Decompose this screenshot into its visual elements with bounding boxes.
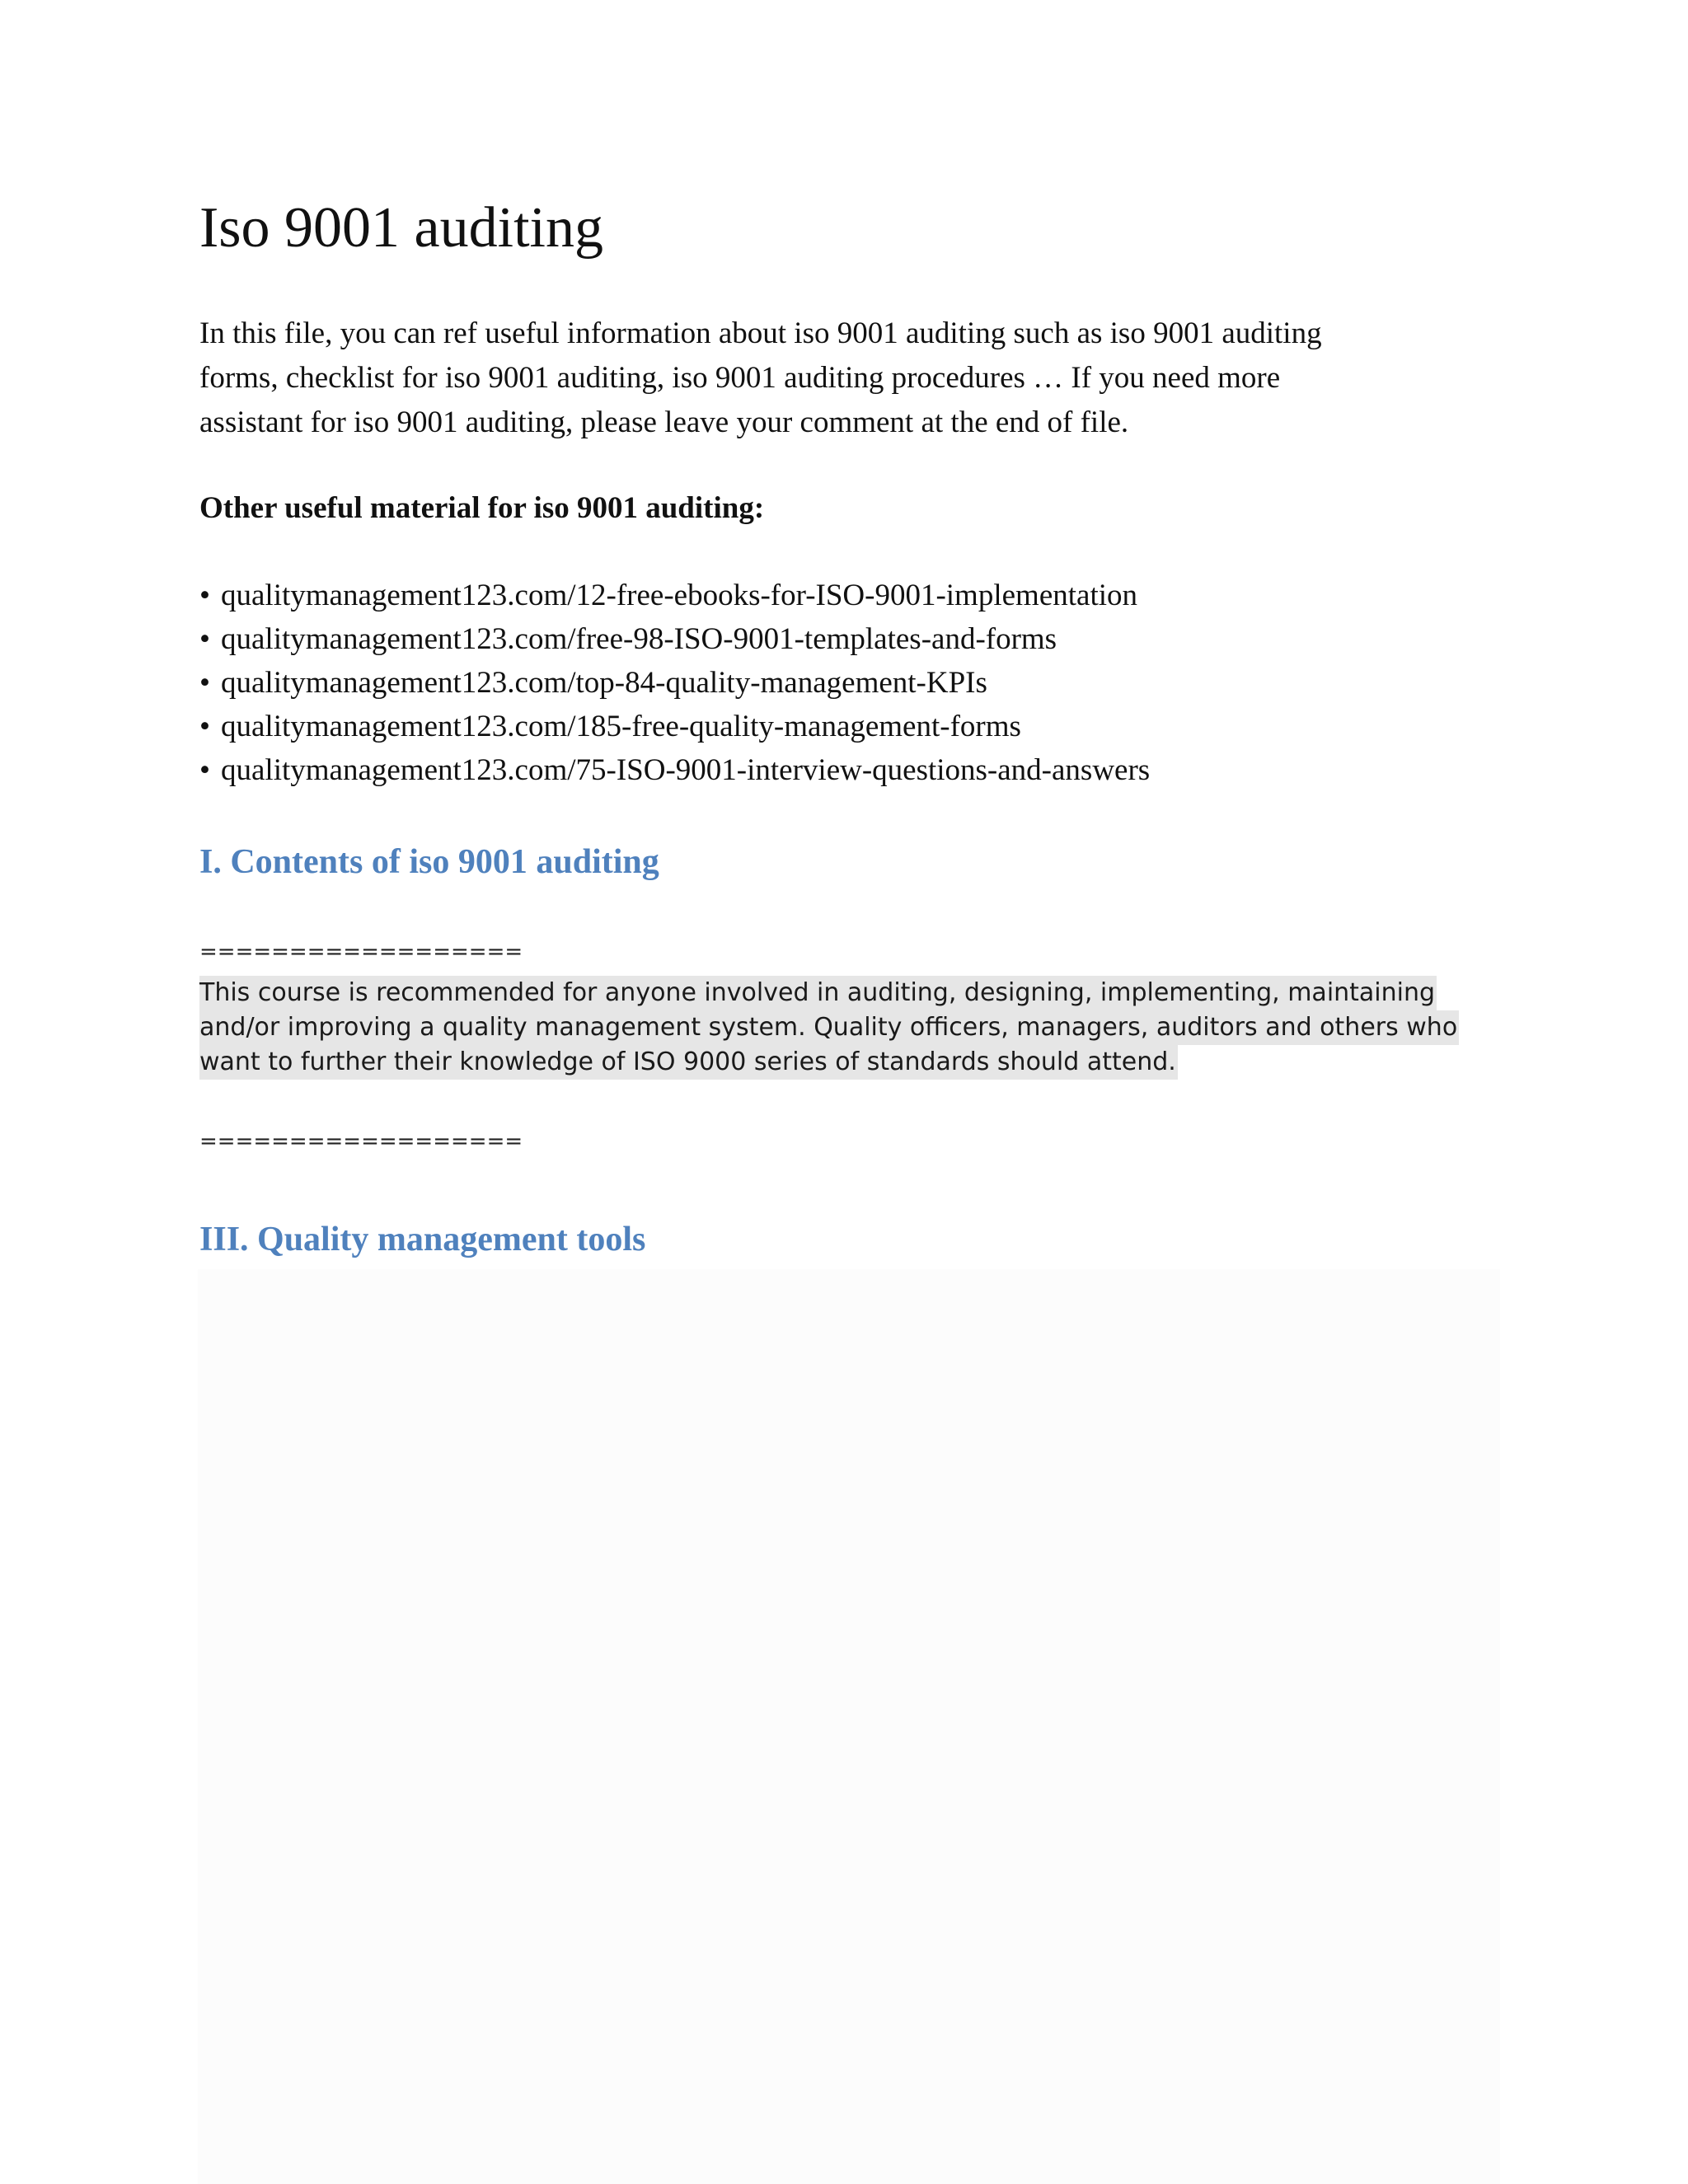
bullet-icon: • [199, 710, 210, 743]
material-link[interactable]: qualitymanagement123.com/185-free-quality-management-forms [221, 710, 1021, 743]
list-item [199, 574, 1150, 617]
section-heading-quality-tools: III. Quality management tools [199, 1221, 646, 1258]
list-item [199, 661, 1150, 705]
course-description [199, 976, 1493, 1080]
bullet-icon: • [199, 753, 210, 787]
course-description-line: and/or improving a quality management system. Quality officers, managers, auditors and others who [199, 1010, 1459, 1045]
course-description-line: want to further their knowledge of ISO 9000 series of standards should attend. [199, 1045, 1178, 1080]
bullet-icon: • [199, 579, 210, 612]
materials-link-list [199, 574, 1150, 792]
bullet-icon: • [199, 622, 210, 656]
bullet-icon: • [199, 666, 210, 700]
material-link[interactable]: qualitymanagement123.com/top-84-quality-management-KPIs [221, 666, 987, 700]
material-link[interactable]: qualitymanagement123.com/75-ISO-9001-interview-questions-and-answers [221, 753, 1151, 787]
intro-line: In this file, you can ref useful information about iso 9001 auditing such as iso 9001 auditing [199, 316, 1322, 350]
course-description-line: This course is recommended for anyone involved in auditing, designing, implementing, maintaining [199, 976, 1437, 1010]
separator-line: ================== [199, 940, 523, 964]
document-title: Iso 9001 auditing [199, 196, 603, 260]
list-item [199, 617, 1150, 661]
section-heading-contents: I. Contents of iso 9001 auditing [199, 843, 659, 881]
material-link[interactable]: qualitymanagement123.com/free-98-ISO-9001-templates-and-forms [221, 622, 1057, 656]
material-link[interactable]: qualitymanagement123.com/12-free-ebooks-for-ISO-9001-implementation [221, 579, 1138, 612]
materials-heading: Other useful material for iso 9001 auditing: [199, 491, 765, 525]
list-item [199, 748, 1150, 792]
intro-line: forms, checklist for iso 9001 auditing, iso 9001 auditing procedures … If you need more [199, 361, 1281, 395]
faint-shaded-area [198, 1269, 1500, 2184]
list-item [199, 705, 1150, 748]
intro-paragraph [199, 312, 1419, 445]
separator-line: ================== [199, 1129, 523, 1154]
intro-line: assistant for iso 9001 auditing, please leave your comment at the end of file. [199, 405, 1129, 439]
